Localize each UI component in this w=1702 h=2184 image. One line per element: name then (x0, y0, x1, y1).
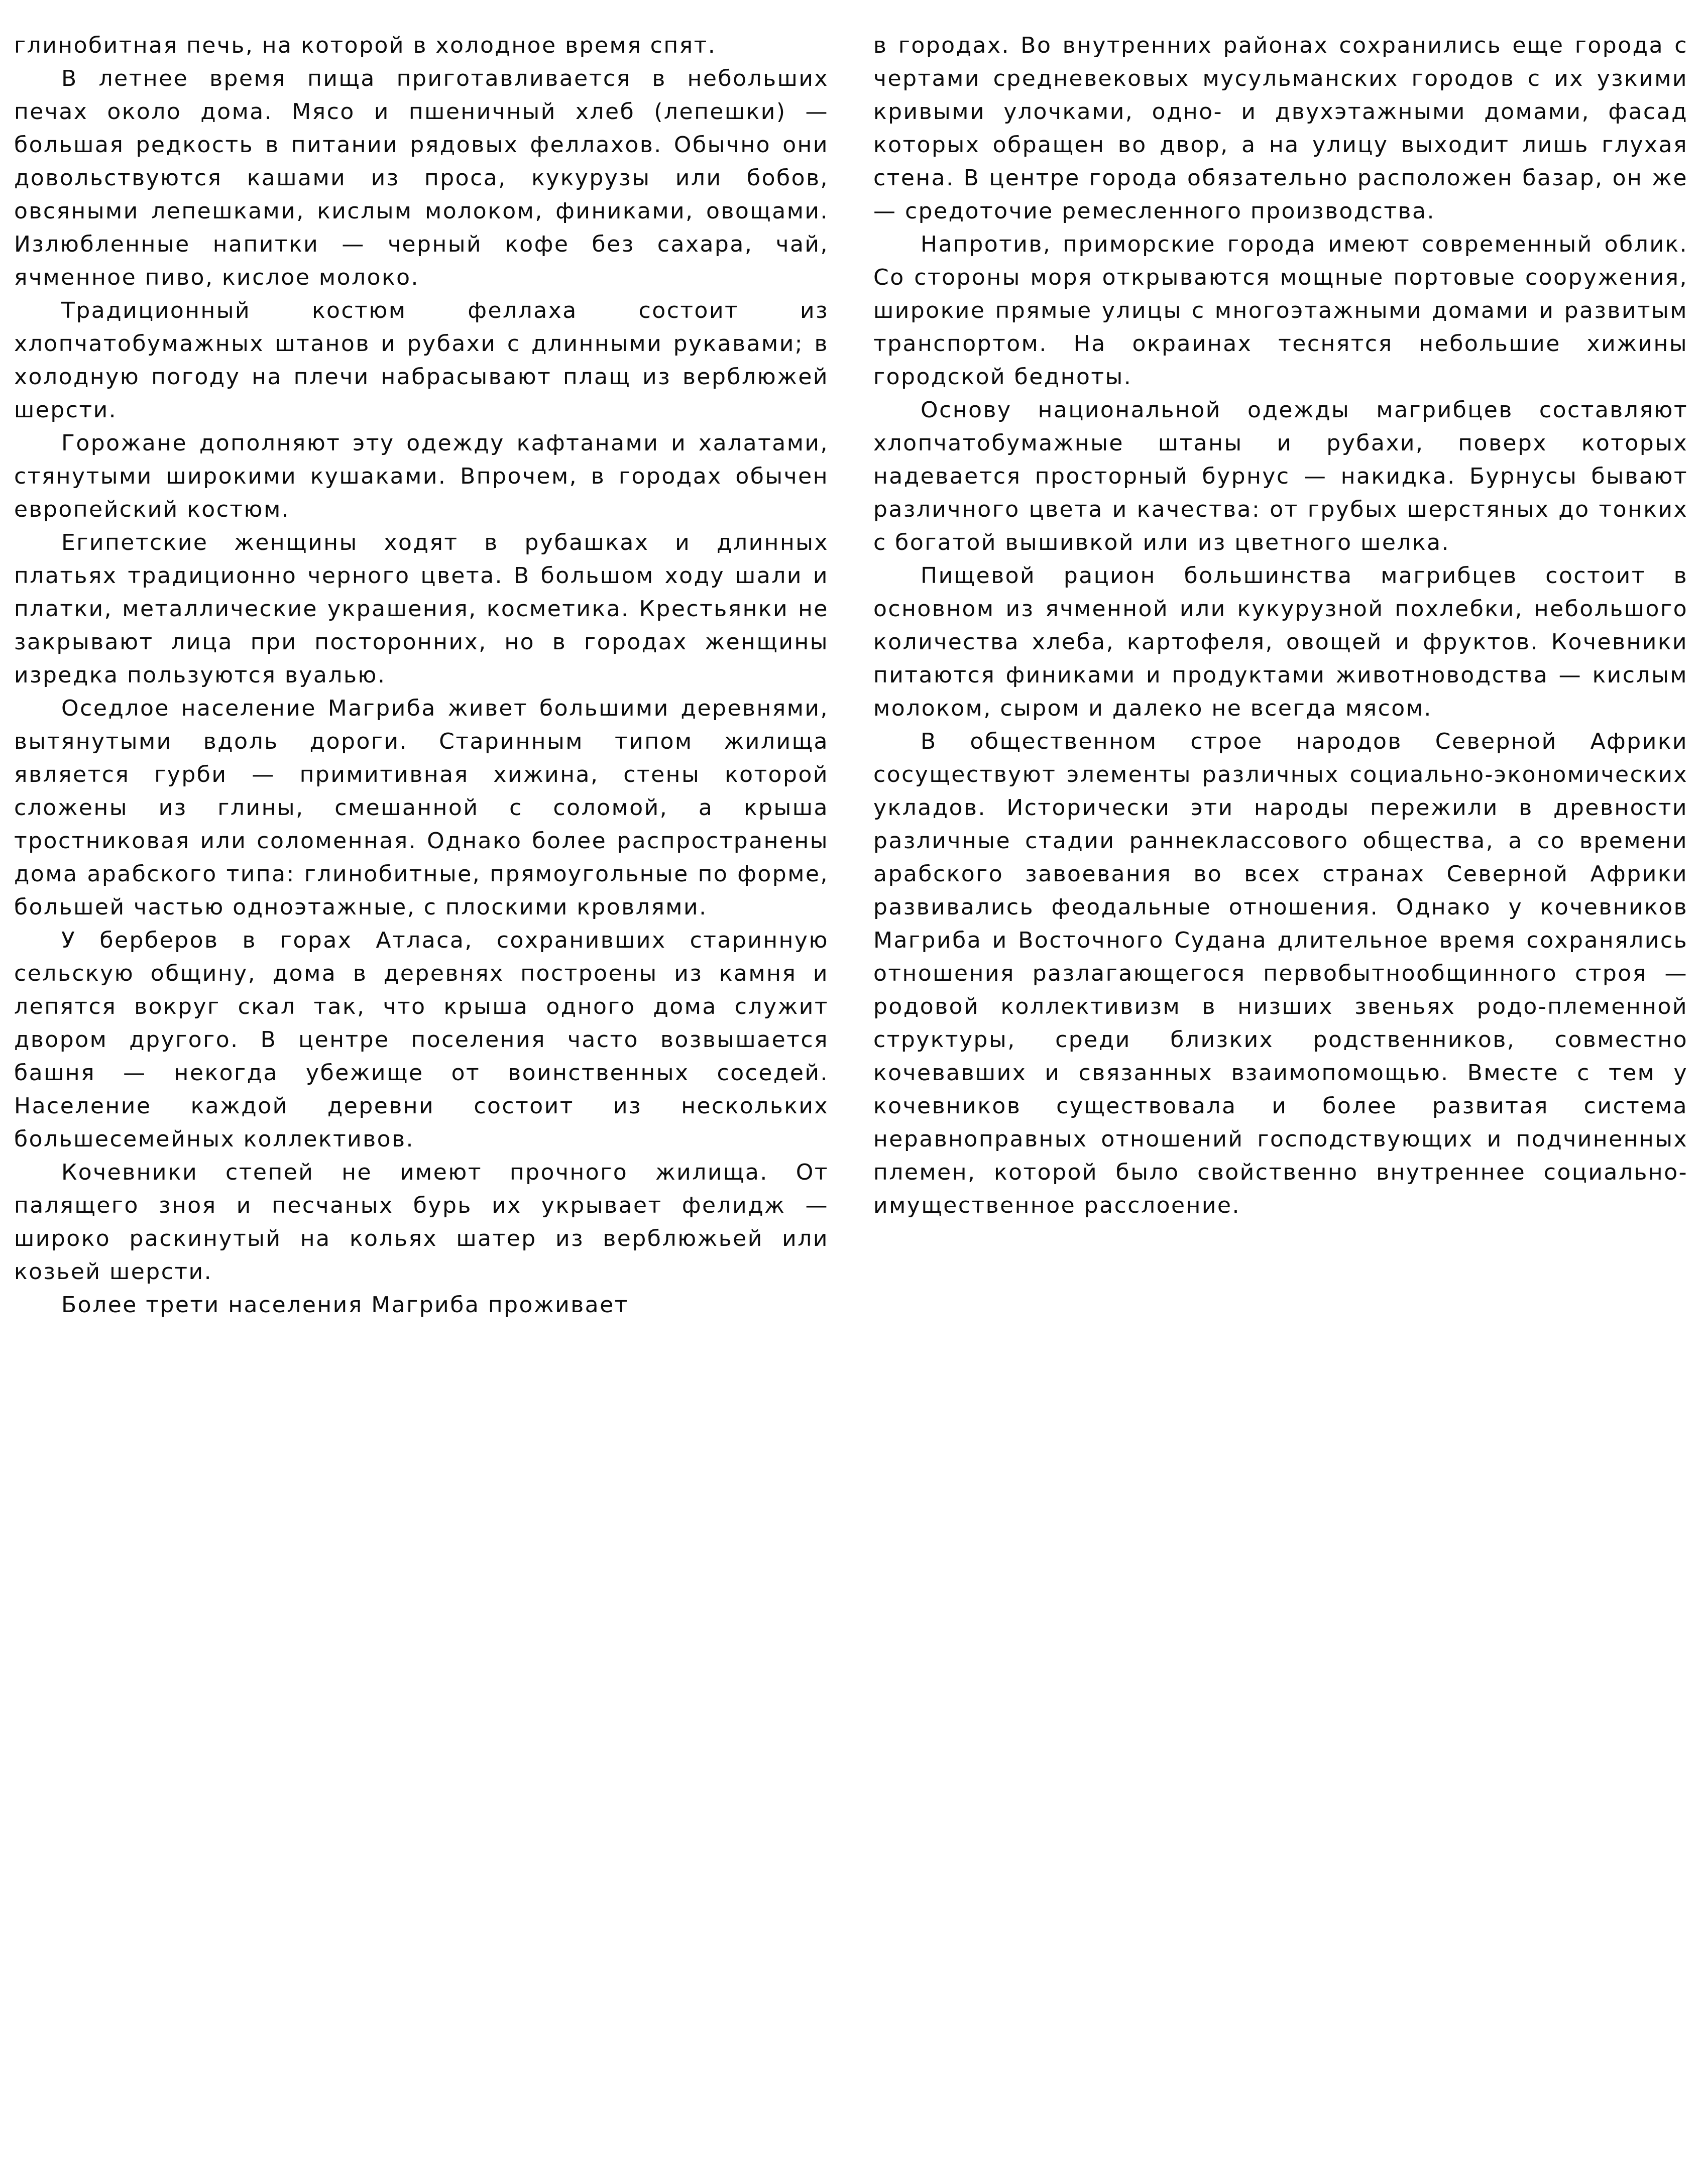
paragraph-maghreb-diet: Пищевой рацион большинства магрибцев состоит в основном из ячменной или кукурузной похлебки, небольшого количества хлеба, картофеля, овощей и фруктов. Кочевники питаются финиками и продуктами животноводства — кислым молоком, сыром и далеко не всегда мясом. (873, 563, 1688, 721)
paragraph-continued: глинобитная печь, на которой в холодное время спят. (14, 33, 717, 58)
paragraph-social-structure: В общественном строе народов Северной Африки сосуществуют элементы различных социально-экономических укладов. Исторически эти народы пережили в древности различные стадии раннеклассового общества, а со времени арабского завоевания во всех странах Северной Африки развивались феодальные отношения. Однако у кочевников Магриба и Восточного Судана длительное время сохранялись отношения разлагающегося первобытнообщинного строя — родовой коллективизм в низших звеньях родо-племенной структуры, среди близких родственников, совместно кочевавших и связанных взаимопомощью. Вместе с тем у кочевников существовала и более развитая система неравноправных отношений господствующих и подчиненных племен, которой было свойственно внутреннее социально-имущественное расслоение. (873, 729, 1688, 1218)
paragraph-fellah-costume: Традиционный костюм феллаха состоит из хлопчатобумажных штанов и рубахи с длинными рукавами; в холодную погоду на плечи набрасывают плащ из верблюжей шерсти. (14, 298, 829, 423)
paragraph-maghreb-clothing: Основу национальной одежды магрибцев составляют хлопчатобумажные штаны и рубахи, поверх которых надевается просторный бурнус — накидка. Бурнусы бывают различного цвета и качества: от грубых шерстяных до тонких с богатой вышивкой или из цветного шелка. (873, 397, 1688, 555)
left-column (14, 29, 829, 2184)
right-column (873, 29, 1688, 2184)
paragraph-nomad-tents: Кочевники степей не имеют прочного жилища. От палящего зноя и песчаных бурь их укрывает фелидж — широко раскинутый на кольях шатер из верблюжьей или козьей шерсти. (14, 1160, 829, 1285)
paragraph-coastal-towns: Напротив, приморские города имеют современный облик. Со стороны моря открываются мощные портовые сооружения, широкие прямые улицы с многоэтажными домами и развитым транспортом. На окраинах теснятся небольшие хижины городской бедноты. (873, 232, 1688, 390)
paragraph-maghreb-villages: Оседлое население Магриба живет большими деревнями, вытянутыми вдоль дороги. Старинным типом жилища является гурби — примитивная хижина, стены которой сложены из глины, смешанной с соломой, а крыша тростниковая или соломенная. Однако более распространены дома арабского типа: глинобитные, прямоугольные по форме, большей частью одноэтажные, с плоскими кровлями. (14, 696, 829, 920)
paragraph-berber-houses: У берберов в горах Атласа, сохранивших старинную сельскую общину, дома в деревнях построены из камня и лепятся вокруг скал так, что крыша одного дома служит двором другого. В центре поселения часто возвышается башня — некогда убежище от воинственных соседей. Население каждой деревни состоит из нескольких большесемейных коллективов. (14, 928, 829, 1152)
paragraph-egyptian-women: Египетские женщины ходят в рубашках и длинных платьях традиционно черного цвета. В большом ходу шали и платки, металлические украшения, косметика. Крестьянки не закрывают лица при посторонних, но в городах женщины изредка пользуются вуалью. (14, 530, 829, 688)
paragraph-food: В летнее время пища приготавливается в небольших печах около дома. Мясо и пшеничный хлеб (лепешки) — большая редкость в питании рядовых феллахов. Обычно они довольствуются кашами из проса, кукурузы или бобов, овсяными лепешками, кислым молоком, финиками, овощами. Излюбленные напитки — черный кофе без сахара, чай, ячменное пиво, кислое молоко. (14, 66, 829, 290)
paragraph-urban-population: Более трети населения Магриба проживает (61, 1292, 629, 1318)
paragraph-townspeople-clothing: Горожане дополняют эту одежду кафтанами и халатами, стянутыми широкими кушаками. Впрочем, в городах обычен европейский костюм. (14, 430, 829, 522)
paragraph-inland-towns: в городах. Во внутренних районах сохранились еще города с чертами средневековых мусульманских городов с их узкими кривыми улочками, одно- и двухэтажными домами, фасад которых обращен во двор, а на улицу выходит лишь глухая стена. В центре города обязательно расположен базар, он же — средоточие ремесленного производства. (873, 33, 1688, 224)
